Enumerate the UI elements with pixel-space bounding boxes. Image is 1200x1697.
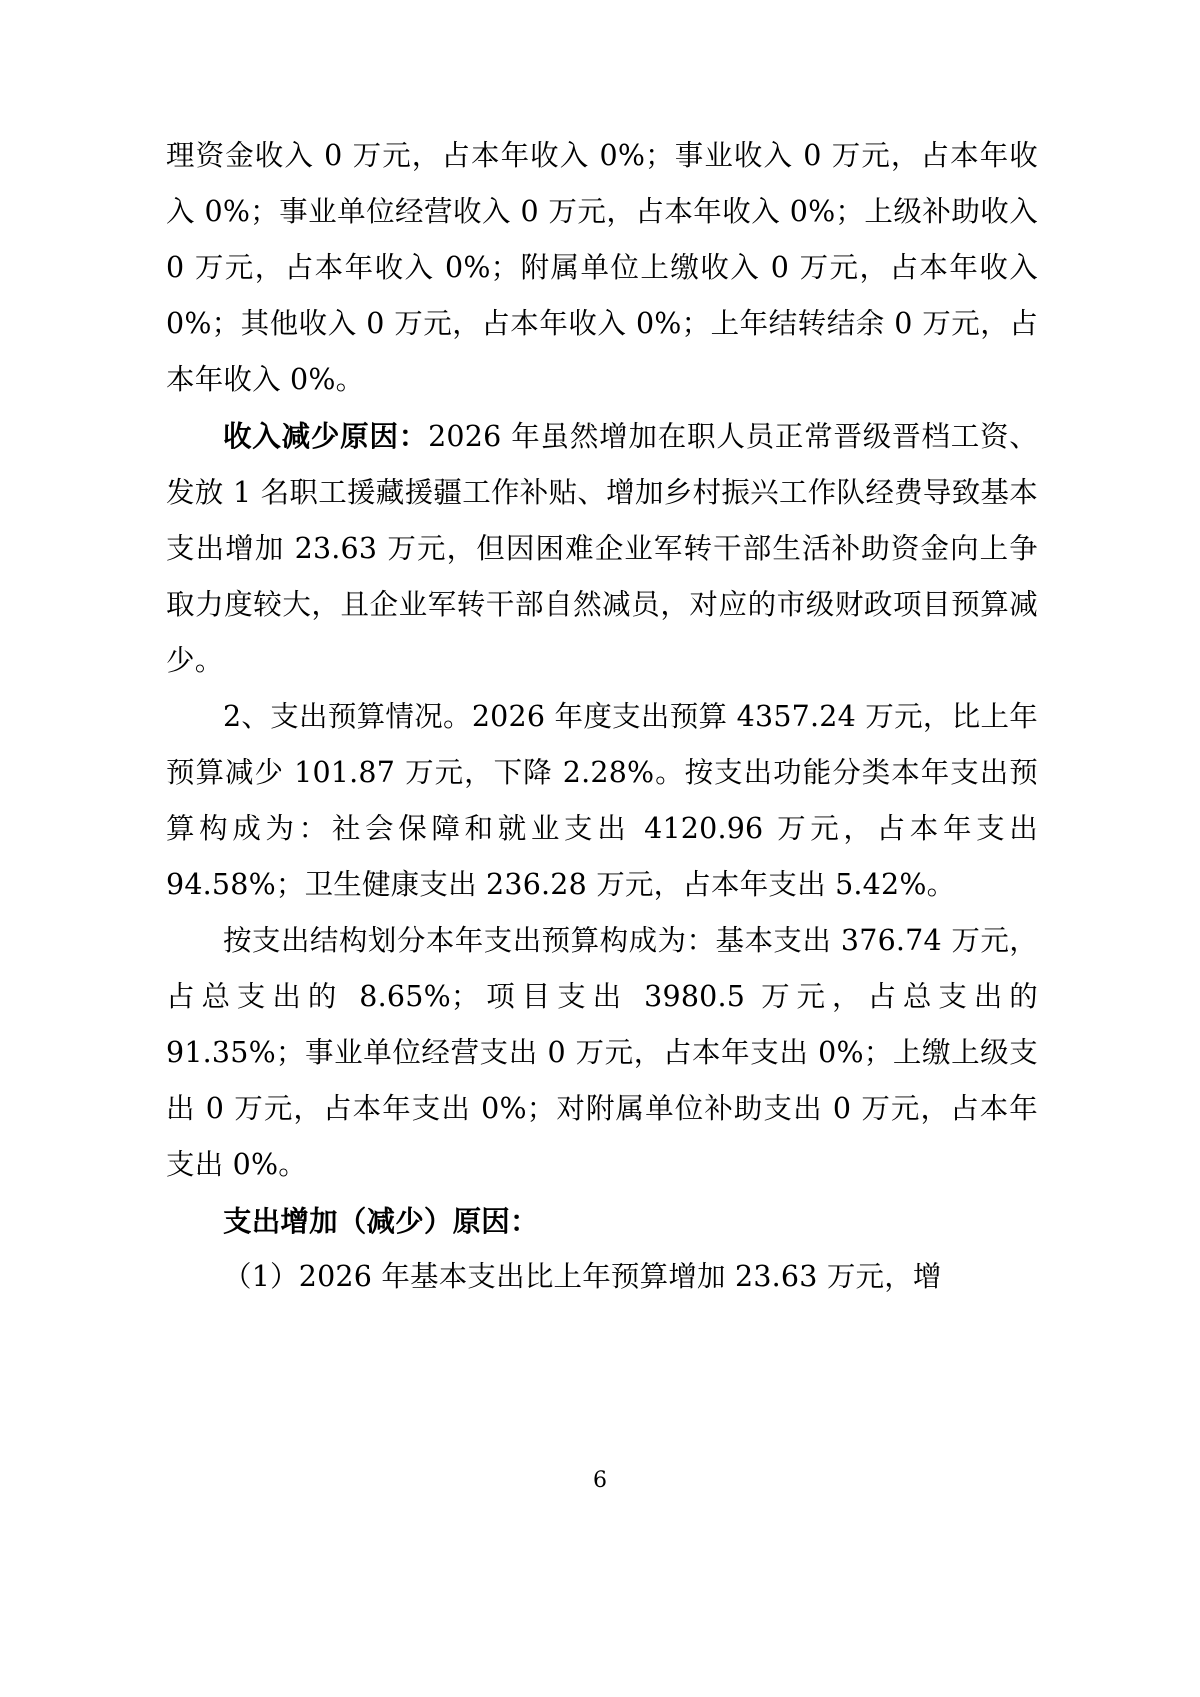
paragraph-expenditure-structure: 按支出结构划分本年支出预算构成为：基本支出 376.74 万元，占总支出的 8.65%；项目支出 3980.5 万元，占总支出的 91.35%；事业单位经营支出 0 万元，占本年支出 0%；上缴上级支出 0 万元，占本年支出 0%；对附属单位补助支出 0 万元，占本年支出 0%。	[166, 924, 1038, 1181]
paragraph-lead-income-decrease: 收入减少原因：	[223, 419, 429, 453]
paragraph-expenditure-budget: 2、支出预算情况。2026 年度支出预算 4357.24 万元，比上年预算减少 101.87 万元，下降 2.28%。按支出功能分类本年支出预算构成为：社会保障和就业支出 4120.96 万元，占本年支出 94.58%；卫生健康支出 236.28 万元，占本年支出 5.42%。	[166, 700, 1038, 901]
document-body	[166, 128, 1038, 1305]
paragraph-income-decrease-reason	[166, 408, 1038, 689]
paragraph-text-income-decrease: 2026 年虽然增加在职人员正常晋级晋档工资、发放 1 名职工援藏援疆工作补贴、增加乡村振兴工作队经费导致基本支出增加 23.63 万元，但因困难企业军转干部生活补助资金向上争取力度较大，且企业军转干部自然减员，对应的市级财政项目预算减少。	[166, 420, 1038, 677]
page-number: 6	[593, 1468, 607, 1493]
paragraph-expenditure-reason-item1: （1）2026 年基本支出比上年预算增加 23.63 万元，增	[223, 1260, 942, 1293]
paragraph-income-sources: 理资金收入 0 万元，占本年收入 0%；事业收入 0 万元，占本年收入 0%；事业单位经营收入 0 万元，占本年收入 0%；上级补助收入 0 万元，占本年收入 0%；附属单位上缴收入 0 万元，占本年收入 0%；其他收入 0 万元，占本年收入 0%；上年结转结余 0 万元，占本年收入 0%。	[166, 139, 1038, 396]
heading-expenditure-change-reason: 支出增加（减少）原因：	[223, 1204, 539, 1238]
